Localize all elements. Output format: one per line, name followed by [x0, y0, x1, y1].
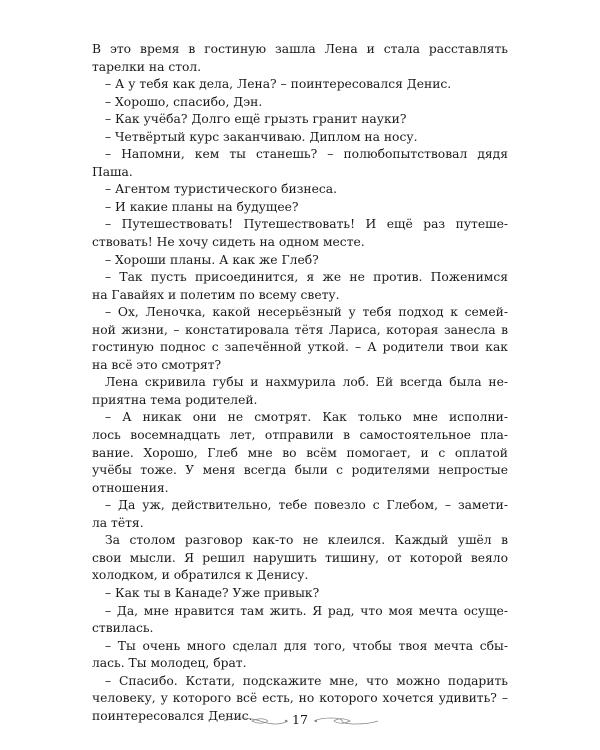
text-line: учёбы тоже. У меня всегда были с родителями непростые: [92, 463, 508, 478]
text-line: – Напомни, кем ты станешь? – полюбопытствовал дядя: [105, 147, 508, 162]
text-line: поинтересовался Денис.: [92, 708, 253, 723]
paragraph: [92, 603, 508, 638]
text-line: вание. Хорошо, Глеб мне во всём помогает, и с оплатой: [92, 445, 508, 460]
paragraph: [92, 532, 508, 585]
text-line: холодком, и обратился к Денису.: [92, 568, 309, 583]
text-line: ствовать! Не хочу сидеть на одном месте.: [92, 235, 365, 250]
paragraph: [92, 374, 508, 409]
paragraph: [92, 252, 508, 270]
text-line: лось восемнадцать лет, отправили в самостоятельное пла-: [92, 428, 508, 443]
paragraph: [92, 146, 508, 181]
text-line: приятна тема родителей.: [92, 392, 258, 407]
paragraph: [92, 94, 508, 112]
text-line: – Агентом туристического бизнеса.: [105, 182, 338, 197]
text-line: – Путешествовать! Путешествовать! И ещё раз путеше-: [105, 217, 508, 232]
text-line: – Ты очень много сделал для того, чтобы твоя мечта сбы-: [105, 638, 508, 653]
text-line: гостиную поднос с запечённой уткой. – А родители твои как: [92, 340, 508, 355]
paragraph: [92, 638, 508, 673]
page-number: 17: [292, 712, 308, 727]
paragraph: [92, 497, 508, 532]
text-line: ствилась.: [92, 621, 154, 636]
text-line: тарелки на стол.: [92, 59, 202, 74]
text-line: ной жизни, – констатировала тётя Лариса, которая занесла в: [92, 322, 508, 337]
page-footer: [0, 708, 600, 732]
paragraph: [92, 129, 508, 147]
ornament-flourish-right-icon: [312, 716, 380, 726]
text-line: ла тётя.: [92, 515, 144, 530]
text-line: отношения.: [92, 480, 169, 495]
text-line: свои мысли. Я решил нарушить тишину, от которой веяло: [92, 550, 508, 565]
text-line: За столом разговор как-то не клеился. Каждый ушёл в: [105, 533, 508, 548]
text-line: Лена скривила губы и нахмурила лоб. Ей всегда была не-: [105, 375, 508, 390]
text-line: – Четвёртый курс заканчиваю. Диплом на носу.: [105, 129, 418, 144]
text-line: – Да, мне нравится там жить. Я рад, что моя мечта осуще-: [105, 603, 508, 618]
text-line: – Хорошо, спасибо, Дэн.: [105, 94, 263, 109]
text-line: Паша.: [92, 164, 133, 179]
paragraph: [92, 585, 508, 603]
paragraph: [92, 409, 508, 497]
paragraph: [92, 111, 508, 129]
text-line: – Ох, Леночка, какой несерьёзный у тебя подход к семей-: [105, 305, 508, 320]
text-line: – А у тебя как дела, Лена? – поинтересовался Денис.: [105, 77, 452, 92]
text-line: на всё это смотрят?: [92, 357, 222, 372]
text-line: – Спасибо. Кстати, подскажите мне, что можно подарить: [105, 673, 508, 688]
paragraph: [92, 269, 508, 304]
paragraph: [92, 216, 508, 251]
paragraph: [92, 181, 508, 199]
paragraph: [92, 76, 508, 94]
text-line: В это время в гостиную зашла Лена и стала расставлять: [92, 42, 508, 56]
text-line: – Как ты в Канаде? Уже привык?: [105, 585, 320, 600]
text-line: – Так пусть присоединится, я же не против. Поженимся: [105, 270, 508, 285]
paragraph: [92, 41, 508, 76]
text-line: человеку, у которого всё есть, но которого хочется удивить? –: [92, 691, 508, 706]
body-text: [92, 41, 508, 725]
text-line: на Гавайях и полетим по всему свету.: [92, 287, 340, 302]
text-line: – Да уж, действительно, тебе повезло с Глебом, – замети-: [105, 498, 508, 513]
paragraph: [92, 199, 508, 217]
paragraph: [92, 304, 508, 374]
text-line: – И какие планы на будущее?: [105, 199, 299, 214]
text-line: – Как учёба? Долго ещё грызть гранит науки?: [105, 112, 407, 127]
text-line: – А никак они не смотрят. Как только мне исполни-: [105, 410, 508, 425]
text-line: – Хороши планы. А как же Глеб?: [105, 252, 319, 267]
text-line: лась. Ты молодец, брат.: [92, 656, 247, 671]
